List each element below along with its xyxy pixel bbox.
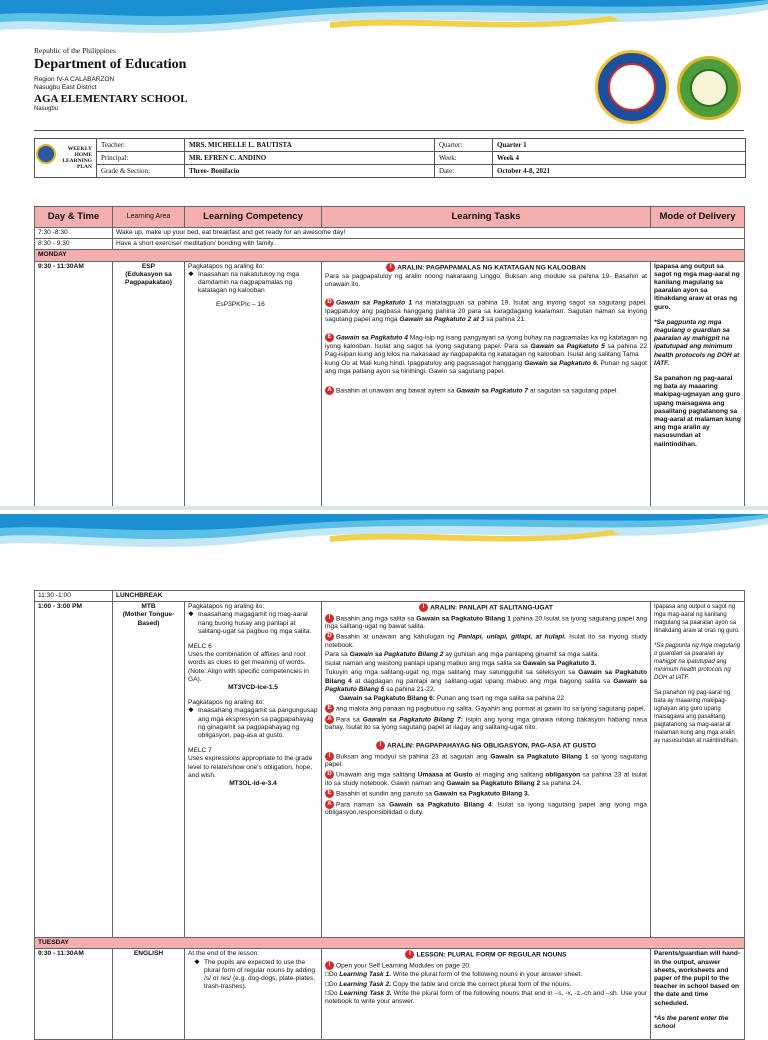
time-cell: 9:30 - 11:30AM	[35, 261, 113, 513]
tasks-cell: I LESSON: PLURAL FORM OF REGULAR NOUNS I Open your Self Learning Modules on page 20. □Do Learning Task 1. Write the plural form of the following nouns in your answer sheet. □Do Learning Task 2. Copy the table and circle the correct plural form of the nouns. □Do Learning Task 3. Write the plural form of the following nouns that end in –s, -x, -z,-ch and –sh. Use your notebook to write your answer.	[322, 949, 651, 1040]
day-row-monday: MONDAY	[35, 250, 745, 261]
activity-cell: LUNCHBREAK	[113, 591, 745, 602]
quarter-label: Quarter:	[435, 139, 493, 152]
step-a-icon: A	[325, 386, 334, 395]
week-label: Week:	[435, 152, 493, 165]
grade-label: Grade & Section:	[97, 165, 185, 178]
activity-cell: Have a short exercise/ meditation/ bonding with family.	[113, 239, 745, 250]
step-i-icon: I	[325, 614, 334, 623]
grade-value: Three- Bonifacio	[185, 165, 435, 178]
header-learning-tasks: Learning Tasks	[322, 207, 651, 228]
step-a-icon: A	[325, 715, 334, 724]
date-value: October 4-8, 2021	[493, 165, 746, 178]
header-mode-of-delivery: Mode of Delivery	[651, 207, 745, 228]
table-row	[35, 239, 745, 250]
time-cell: 7:30 -8:30	[35, 228, 113, 239]
page-one	[0, 0, 768, 510]
step-i-icon: I	[405, 950, 414, 959]
day-row-tuesday: TUESDAY	[35, 938, 745, 949]
mode-cell: Parents/guardian will hand-in the output, answer sheets, worksheets and paper of the pupil to the teacher in school based on the date and time scheduled. *As the parent enter the school	[651, 949, 745, 1040]
step-d-icon: D	[325, 632, 334, 641]
page-two	[0, 510, 768, 1031]
step-e-icon: E	[325, 333, 334, 342]
table-row	[35, 591, 745, 602]
principal-value: MR. EFREN C. ANDINO	[185, 152, 435, 165]
table-row	[35, 949, 745, 1040]
deped-seal-icon	[595, 50, 669, 124]
learning-area-cell: MTB (Mother Tongue- Based)	[113, 602, 185, 938]
town-label: Nasugbu	[34, 106, 59, 112]
step-i-icon: I	[376, 741, 385, 750]
step-a-icon: A	[325, 800, 334, 809]
mode-cell: Ipapasa ang output sa sagot ng mga mag-aaral ng kanilang magulang sa paaralan ayon sa itinakdang araw at oras ng guro. *Sa pagpunta ng mga magulang o guardian sa paaralan ay mahigpit na ipatutupad ang minimum health protocols ng DOH at IATF. Sa panahon ng pag-aaral ng bata ay maaaring makipag-ugnayan ang guro upang maisagawa ang pasalitang pagtatanong sa mag-aaral at malaman kung ang mga aralin ay nasusundan at naiintindihan.	[651, 261, 745, 513]
header-learning-competency: Learning Competency	[185, 207, 322, 228]
competency-cell: Pagkatapos ng araling ito: ❖ Inaasahang magagamit ng mag-aaral nang buong husay ang panlapi at salitang-ugat sa pagbuo ng mga salita. MELC 6 Uses the combination of affixes and root words as clues to get meaning of words. (Note: Align with specific competencies in GA). MT3VCD-Ice-1.5 Pagkatapos ng araling ito: ❖ Inaasahang magagamit sa pangungusap ang mga ekspresyon sa pagpapahayag ng ginagamit sa pagpapahayag ng obligasyon, pag-asa at gusto. MELC 7 Uses expressions appropriate to the grade level to relate/show one's obligation, hope, and wish. MT3OL-Id-e-3.4	[185, 602, 322, 938]
time-cell: 11:30 -1:00	[35, 591, 113, 602]
principal-label: Principal:	[97, 152, 185, 165]
step-d-icon: D	[325, 298, 334, 307]
tasks-cell: I ARALIN: PANLAPI AT SALITANG-UGAT I Basahin ang mga salita sa Gawain sa Pagkatuto Bilang 1 pahina 20.Isulat sa iyong sagutang papel ang mga salitang-ugat ng bawat salita. D Basahin at unawain ang kahulugan ng Panlapi, unlapi, gitlapi, at hulapi. Isulat ito sa inyong study notebook. Para sa Gawain sa Pagkatuto Bilang 2 ay guhitan ang mga panlaping ginamit sa mga salita. Isulat naman ang wastong panlapi upang mabuo ang mga salita sa Gawain sa Pagkatuto 3. Tukuyin ang mga salitang-ugat ng mga salitang may salungguhit sa seleksyon sa Gawain sa Pagkatuto Bilang 4 at dagdagan ng panlapi ang salitang-ugat upang mabuo ang mga bagong salita sa Gawain sa Pagkatuto Bilang 5 sa pahina 21-22. Gawain sa Pagkatuto Bilang 6: Punan ang tsart ng mga salita sa pahina 22 E ang makita ang panaan ng pagbubuo ng salita. Gayahin ang pormat at gawin ito sa iyong sagutang papel. A Para sa Gawain sa Pagkatuto Bilang 7: Isipin ang iyong mga ginawa nitong bakasyon habang nasa bahay. Isulat ito sa iyong sagutang papel at ilagay ang salitang-ugat nito. I ARALIN: PAGPAPAHAYAG NG OBLIGASYON, PAG-ASA AT GUSTO I Buksan ang modyul sa pahina 23 at sagutan ang Gawain sa Pagkatuto Bilang 1 sa iyong sagutang papel. D Unawain ang mga salitang Umaasa at Gusto at maging ang salitang obligasyon sa pahina 23 at isulat ito sa study notebook. Gawin naman ang Gawain sa Pagkatuto Bilang 2 sa pahina 24. E Basahin at sundin ang panuto sa Gawain sa Pagkatuto Bilang 3. A Para naman sa Gawain sa Pagkatuto Bilang 4: Isulat sa iyong sagutang papel ang iyong mga obligasyon,responsibilidad o duty.	[322, 602, 651, 938]
learning-area-cell: ENGLISH	[113, 949, 185, 1040]
republic-label: Republic of the Philippines	[34, 46, 116, 55]
teacher-value: MRS. MICHELLE L. BAUTISTA	[185, 139, 435, 152]
time-cell: 8:30 - 9:30	[35, 239, 113, 250]
competency-cell: At the end of the lesson: ❖ The pupils are expected to use the plural form of regular nouns by adding /s/ or /es/ (e.g. dog-dogs, plate-plates, trash-trashes).	[185, 949, 322, 1040]
weekly-home-learning-plan-label: WEEKLY HOME LEARNING PLAN	[35, 139, 97, 178]
tasks-cell: I ARALIN: PAGPAPAMALAS NG KATATAGAN NG KALOOBAN Para sa pagpapatuloy ng aralin noong nakaraang Linggo. Buksan ang module sa pahina 19- Basahin at unawain ito. D Gawain sa Pagkatuto 1 na matatagpuan sa pahina 19, Isulat ang inyong sagot sa sagutang papel. Ipagpatuloy ang pagbasa hanggang pahina 20 para sa karagdagang kaalaman. Sagutan naman sa inyong sagutang papel ang mga Gawain sa Pagkatuto 2 at 3 sa pahina 21. E Gawain sa Pagkatuto 4 Mag-isip ng isang pangyayari sa iyong buhay na nagpamalas ka ng katatagan ng iyong kalooban. Isulat ang sagot sa iyong sagutang papel. Para sa Gawain sa Pagkatuto 5 sa pahina 22 Pag-isipan kung ang kilos na nakasaad ay nagpapakita ng katatagan ng kalooban. Isulat ang salitang Tama kung Oo at Mali kung hindi. Ipagpatuloy ang pagsasagot hanggang Gawain sa Pagkatuto 6. Punan ng sagot ang mga patlang ayon sa hinihingi. Gawin sa sagutang papel. A Basahin at unawain ang bawat aytem sa Gawain sa Pagkatuto 7 at sagutan sa sagutang papel.	[322, 261, 651, 513]
table-row	[35, 261, 745, 513]
header-wave-decoration	[0, 514, 768, 554]
quarter-value: Quarter 1	[493, 139, 746, 152]
step-e-icon: E	[325, 704, 334, 713]
step-d-icon: D	[325, 770, 334, 779]
header-learning-area: Learning Area	[113, 207, 185, 228]
divider	[34, 130, 744, 131]
weekly-plan-table	[34, 206, 745, 514]
learning-area-cell: ESP (Edukasyon sa Pagpapakatao)	[113, 261, 185, 513]
header-wave-decoration	[0, 0, 768, 40]
activity-cell: Wake up, make up your bed, eat breakfast and get ready for an awesome day!	[113, 228, 745, 239]
teacher-label: Teacher:	[97, 139, 185, 152]
weekly-plan-table-continued	[34, 590, 745, 1040]
department-title: Department of Education	[34, 57, 187, 72]
step-i-icon: I	[325, 752, 334, 761]
week-value: Week 4	[493, 152, 746, 165]
table-row	[35, 228, 745, 239]
district-label: Nasugbu East District	[34, 84, 97, 91]
mode-cell: Ipapasa ang output o sagot ng mga mag-aaral ng kanilang magulang sa paaralan ayon sa itinakdang araw at oras ng guro. *Sa pagpunta ng mga magulang o guardian sa paaralan ay mahigpit na ipatutupad ang minimum health protocols ng DOH at IATF. Sa panahon ng pag-aaral ng bata ay maaaring makipag-ugnayan ang guro upang maisagawa ang pasalitang pagtatanong sa mag-aaral at malaman kung ang mga aralin ay nasusundan at naiintindihan.	[651, 602, 745, 938]
time-cell: 1:00 - 3:00 PM	[35, 602, 113, 938]
school-seal-icon	[677, 56, 741, 120]
info-table	[34, 138, 746, 178]
step-e-icon: E	[325, 789, 334, 798]
date-label: Date:	[435, 165, 493, 178]
competency-cell: Pagkatapos ng araling ito: ❖ Inaasahan na nakatutukoy ng mga damdamin na nagpapamalas ng katatagan ng kalooban EsP3PKPIc – 16	[185, 261, 322, 513]
time-cell: 9:30 - 11:30AM	[35, 949, 113, 1040]
step-i-icon: I	[325, 961, 334, 970]
step-i-icon: I	[419, 603, 428, 612]
step-i-icon: I	[386, 263, 395, 272]
header-day-time: Day & Time	[35, 207, 113, 228]
region-label: Region IV-A CALABARZON	[34, 76, 115, 83]
letterhead	[34, 46, 454, 112]
school-name: AGA ELEMENTARY SCHOOL	[34, 93, 188, 105]
table-row	[35, 602, 745, 938]
